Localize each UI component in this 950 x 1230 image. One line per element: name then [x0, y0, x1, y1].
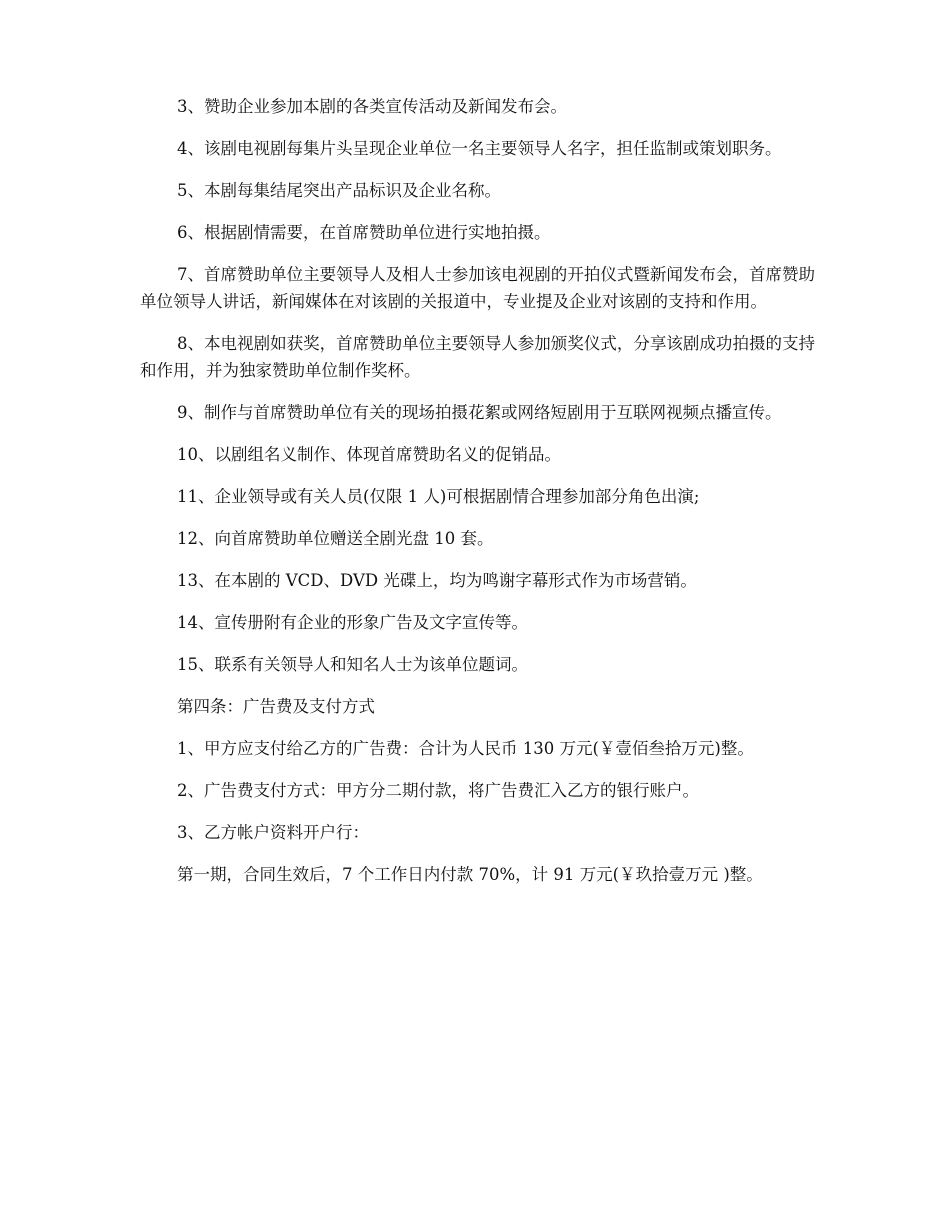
clause-5-ending-logo: 5、本剧每集结尾突出产品标识及企业名称。 — [177, 181, 501, 200]
first-installment: 第一期，合同生效后，7 个工作日内付款 70%，计 91 万元(￥玖拾壹万元 )整。 — [177, 865, 763, 884]
clause-6-location-shooting: 6、根据剧情需要，在首席赞助单位进行实地拍摄。 — [177, 223, 551, 242]
clause-13-vcd-dvd: 13、在本剧的 VCD、DVD 光碟上，均为鸣谢字幕形式作为市场营销。 — [177, 571, 697, 590]
fee-amount: 1、甲方应支付给乙方的广告费：合计为人民币 130 万元(￥壹佰叁拾万元)整。 — [177, 739, 754, 758]
payment-method: 2、广告费支付方式：甲方分二期付款，将广告费汇入乙方的银行账户。 — [177, 781, 699, 800]
bank-account-info: 3、乙方帐户资料开户行： — [177, 823, 369, 842]
clause-3-promotion: 3、赞助企业参加本剧的各类宣传活动及新闻发布会。 — [177, 97, 567, 116]
clause-4-credits: 4、该剧电视剧每集片头呈现企业单位一名主要领导人名字，担任监制或策划职务。 — [177, 139, 782, 158]
document-page — [140, 93, 815, 903]
clause-11-cameo: 11、企业领导或有关人员(仅限 1 人)可根据剧情合理参加部分角色出演; — [177, 487, 700, 506]
clause-14-brochure: 14、宣传册附有企业的形象广告及文字宣传等。 — [177, 613, 528, 632]
clause-7-launch-ceremony: 7、首席赞助单位主要领导人及相人士参加该电视剧的开拍仪式暨新闻发布会，首席赞助单位领导人讲话，新闻媒体在对该剧的关报道中，专业提及企业对该剧的支持和作用。 — [140, 265, 815, 311]
clause-15-inscription: 15、联系有关领导人和知名人士为该单位题词。 — [177, 655, 528, 674]
clause-12-discs: 12、向首席赞助单位赠送全剧光盘 10 套。 — [177, 529, 494, 548]
article-4-heading: 第四条：广告费及支付方式 — [177, 697, 375, 716]
clause-9-online-video: 9、制作与首席赞助单位有关的现场拍摄花絮或网络短剧用于互联网视频点播宣传。 — [177, 403, 782, 422]
clause-8-awards: 8、本电视剧如获奖，首席赞助单位主要领导人参加颁奖仪式，分享该剧成功拍摄的支持和作用，并为独家赞助单位制作奖杯。 — [140, 334, 815, 380]
clause-10-promo-items: 10、以剧组名义制作、体现首席赞助名义的促销品。 — [177, 445, 561, 464]
